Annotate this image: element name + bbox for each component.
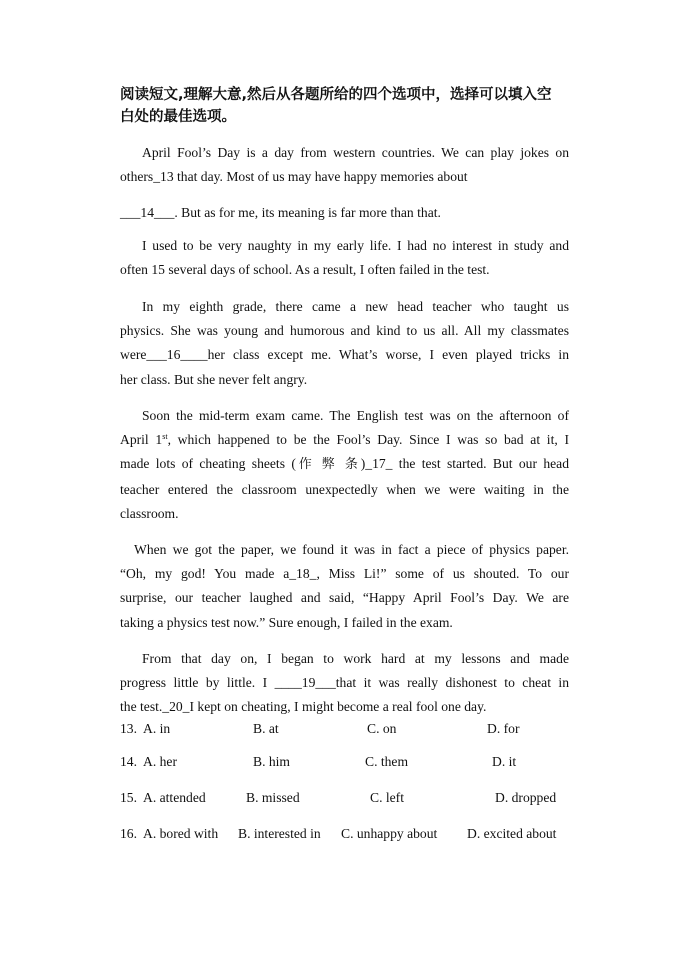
paragraph-line: physics. She was young and humorous and kind to us all. All my classmates bbox=[120, 323, 569, 339]
paragraph-line: her class. But she never felt angry. bbox=[120, 371, 308, 387]
paragraph-line: surprise, our teacher laughed and said, “Happy April Fool’s Day. We are bbox=[120, 590, 569, 606]
paragraph-1 bbox=[120, 141, 569, 189]
question-16-options bbox=[120, 826, 580, 846]
option-a: A. bored with bbox=[143, 826, 219, 841]
paragraph-line: When we got the paper, we found it was in fact a piece of physics paper. bbox=[134, 542, 569, 557]
option-c: C. on bbox=[367, 721, 397, 736]
paragraph-line: From that day on, I began to work hard at my lessons and made bbox=[142, 651, 569, 666]
option-d: D. dropped bbox=[495, 790, 557, 805]
option-b: B. missed bbox=[246, 790, 300, 805]
paragraph-4 bbox=[120, 295, 569, 392]
instruction bbox=[120, 84, 570, 128]
paragraph-line: made lots of cheating sheets (作 弊 条)_17_ the test started. But our head bbox=[120, 456, 570, 473]
question-15-options bbox=[120, 790, 580, 810]
paragraph-line: teacher entered the classroom unexpectedly when we were waiting in the bbox=[120, 481, 569, 497]
paragraph-5 bbox=[120, 404, 569, 526]
paragraph-line: others_13 that day. Most of us may have happy memories about bbox=[120, 169, 468, 185]
paragraph-line: “Oh, my god! You made a_18_, Miss Li!” some of us shouted. To our bbox=[120, 566, 569, 582]
option-b: B. interested in bbox=[238, 826, 321, 841]
paragraph-line: often 15 several days of school. As a result, I often failed in the test. bbox=[120, 262, 490, 278]
paragraph-line: the test._20_I kept on cheating, I might become a real fool one day. bbox=[120, 699, 487, 715]
instruction-line-1: 阅读短文,理解大意,然后从各题所给的四个选项中，选择可以填入空 bbox=[120, 87, 552, 103]
paragraph-3 bbox=[120, 234, 569, 282]
question-13-options bbox=[120, 721, 580, 741]
paragraph-line: taking a physics test now.” Sure enough, I failed in the exam. bbox=[120, 614, 453, 630]
paragraph-line: April Fool’s Day is a day from western countries. We can play jokes on bbox=[142, 145, 569, 160]
question-number: 16. bbox=[120, 826, 137, 841]
option-d: D. excited about bbox=[467, 826, 557, 841]
paragraph-line: progress little by little. I ____19___that it was really dishonest to cheat in bbox=[120, 675, 569, 691]
option-d: D. for bbox=[487, 721, 520, 736]
option-d: D. it bbox=[492, 754, 517, 769]
option-c: C. them bbox=[365, 754, 409, 769]
option-a: A. attended bbox=[143, 790, 206, 805]
question-number: 13. bbox=[120, 721, 137, 736]
instruction-line-2: 白处的最佳选项。 bbox=[120, 109, 236, 125]
question-14-options bbox=[120, 754, 580, 774]
option-b: B. him bbox=[253, 754, 291, 769]
superscript-st: st bbox=[162, 432, 168, 442]
paragraph-line: April 1st, which happened to be the Fool’s Day. Since I was so bad at it, I bbox=[120, 432, 570, 448]
paragraph-line: classroom. bbox=[120, 505, 179, 521]
paragraph-7 bbox=[120, 647, 569, 720]
option-c: C. unhappy about bbox=[341, 826, 438, 841]
paragraph-6 bbox=[120, 538, 569, 635]
question-number: 15. bbox=[120, 790, 137, 805]
paragraph-2 bbox=[120, 201, 569, 225]
paragraph-line: ___14___. But as for me, its meaning is far more than that. bbox=[120, 205, 441, 220]
option-b: B. at bbox=[253, 721, 279, 736]
option-a: A. in bbox=[143, 721, 171, 736]
option-c: C. left bbox=[370, 790, 404, 805]
paragraph-line: were___16____her class except me. What’s worse, I even played tricks in bbox=[120, 347, 569, 363]
paragraph-line: I used to be very naughty in my early life. I had no interest in study and bbox=[142, 238, 569, 253]
paragraph-line: Soon the mid-term exam came. The English test was on the afternoon of bbox=[142, 408, 569, 423]
question-number: 14. bbox=[120, 754, 137, 769]
chinese-annotation: 作 弊 条 bbox=[295, 457, 361, 473]
option-a: A. her bbox=[143, 754, 177, 769]
paragraph-line: In my eighth grade, there came a new head teacher who taught us bbox=[142, 299, 569, 314]
